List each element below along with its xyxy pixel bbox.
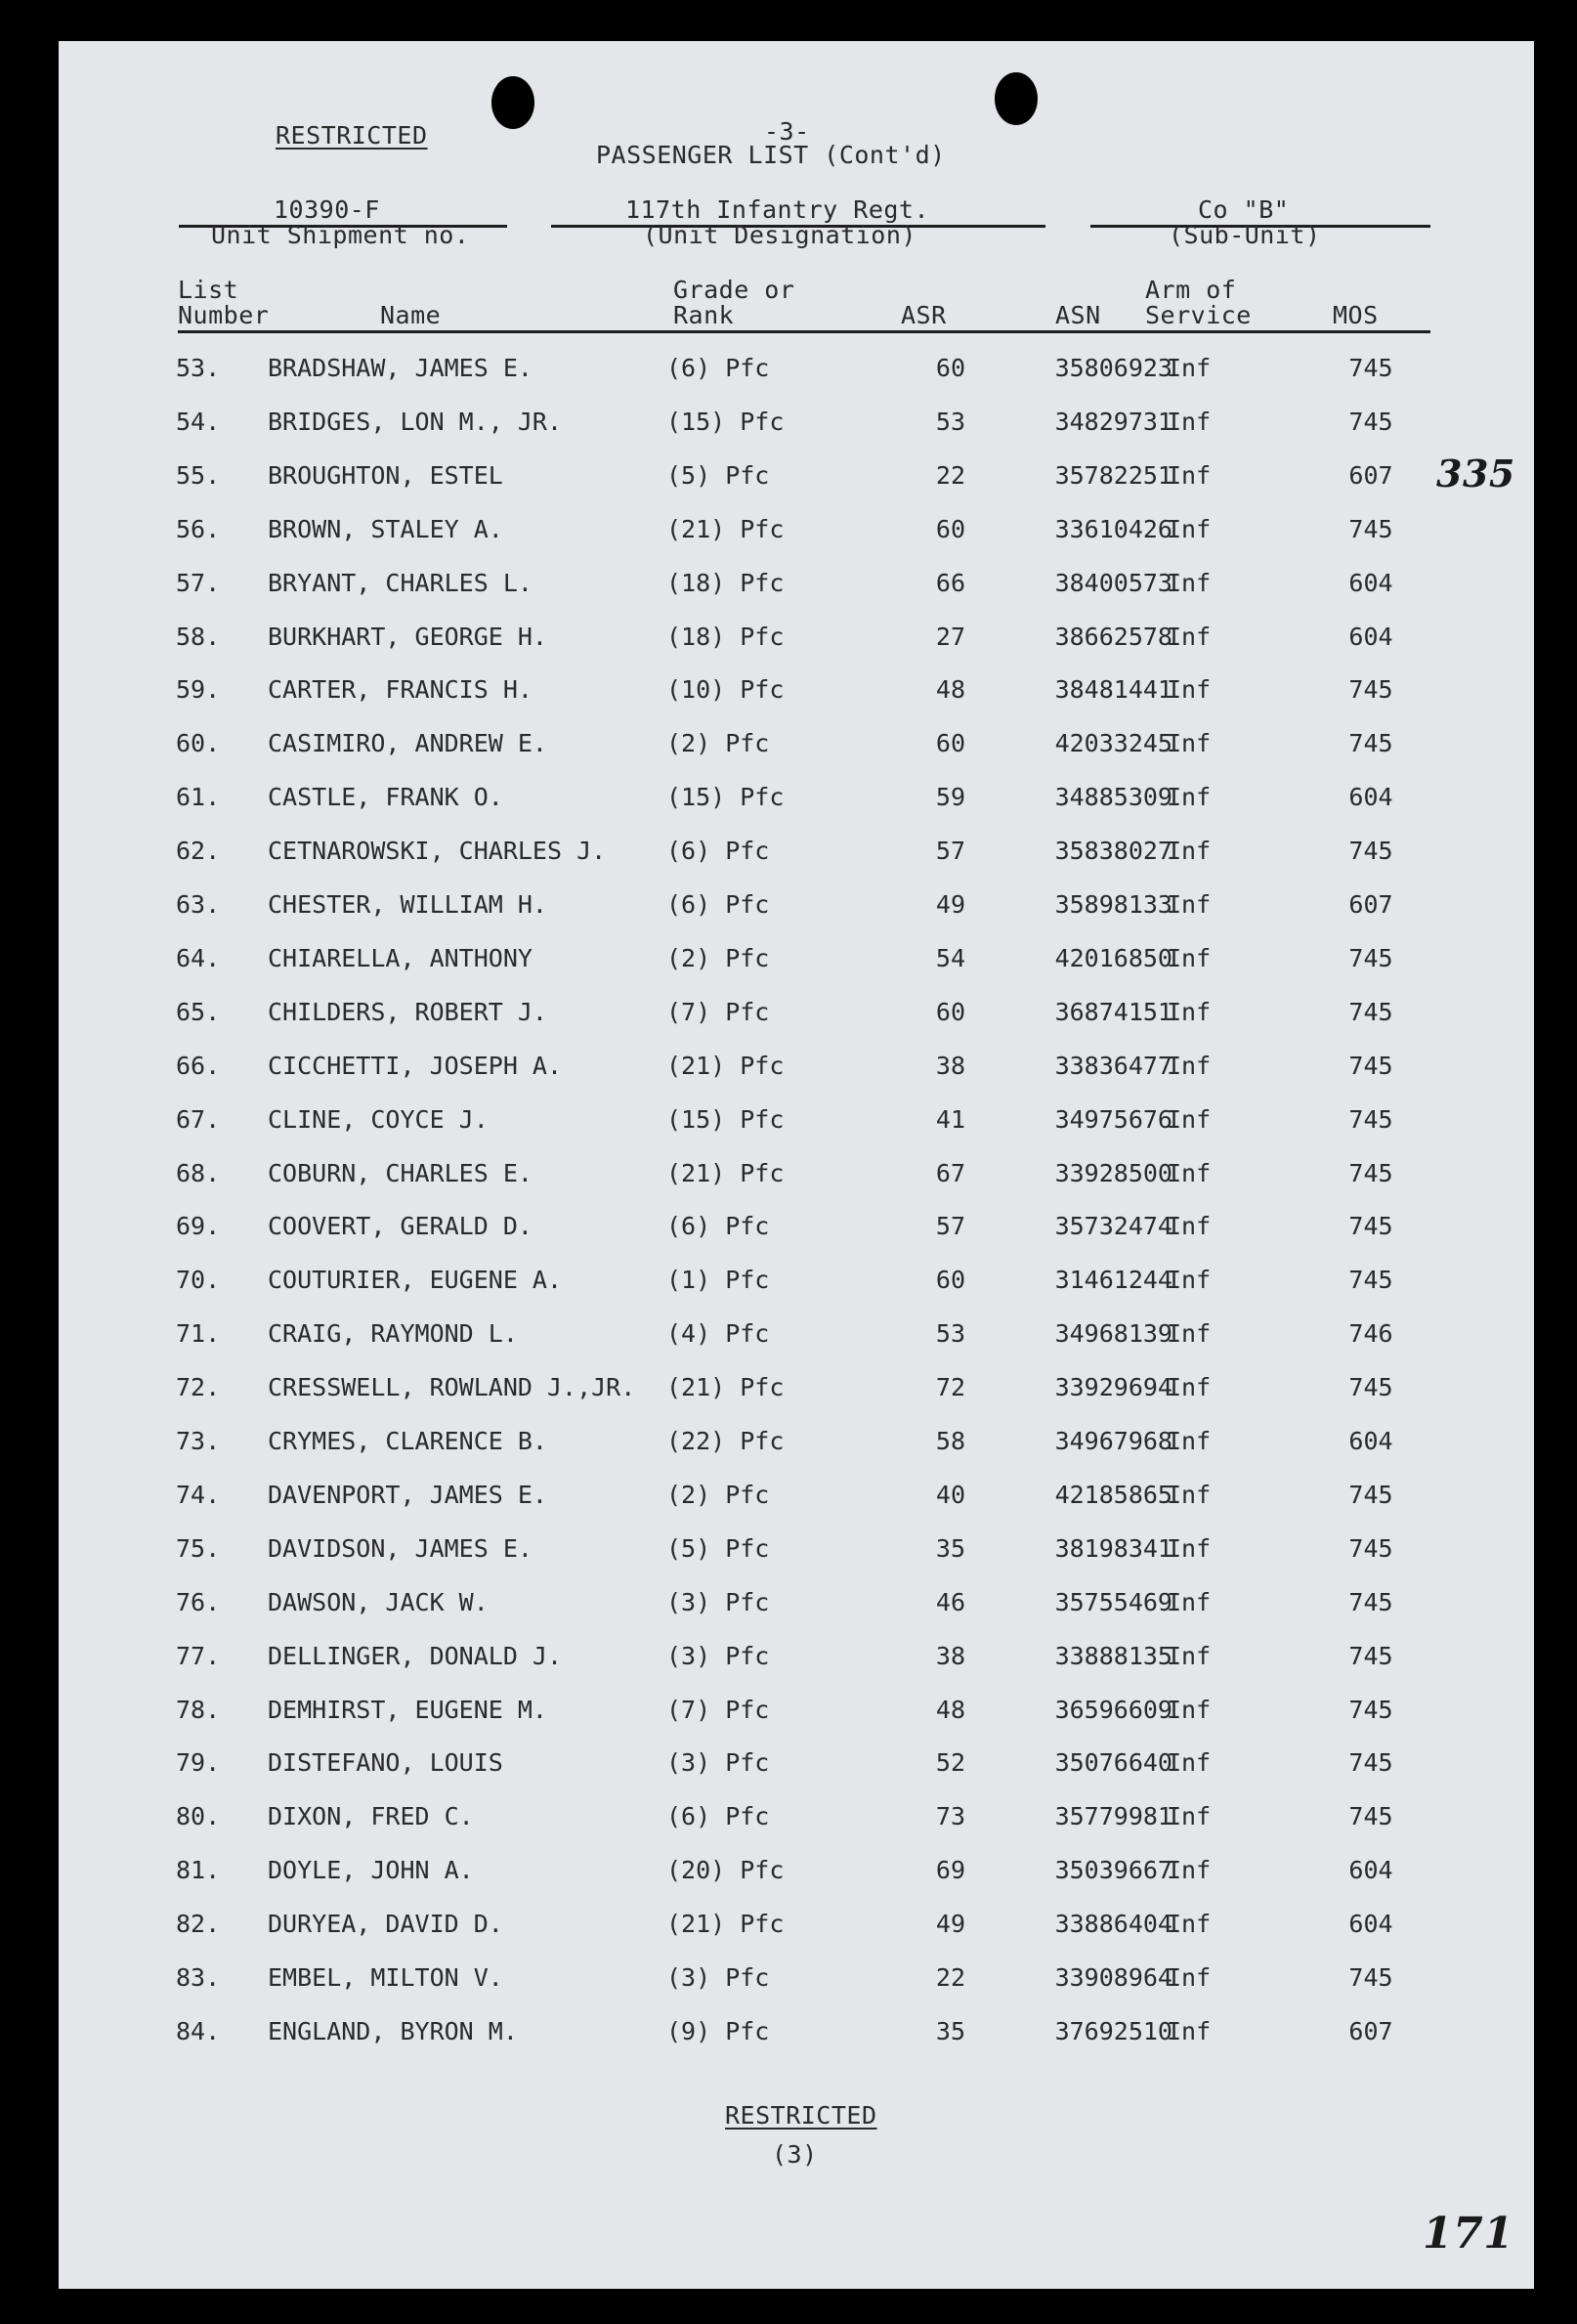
cell-asn: 34885309 xyxy=(1054,783,1172,812)
cell-name: DELLINGER, DONALD J. xyxy=(268,1641,563,1670)
cell-asn: 33836477 xyxy=(1054,1051,1172,1080)
cell-asn: 33908964 xyxy=(1054,1963,1172,1992)
cell-arm-of-service: Inf xyxy=(1167,514,1212,543)
cell-arm-of-service: Inf xyxy=(1167,890,1212,919)
cell-grade: (9) Pfc xyxy=(666,2016,770,2045)
cell-mos: 745 xyxy=(1348,1963,1393,1992)
cell-grade: (6) Pfc xyxy=(666,354,770,382)
cell-list-number: 63. xyxy=(176,890,221,919)
cell-grade: (3) Pfc xyxy=(666,1641,770,1670)
cell-grade: (3) Pfc xyxy=(666,1587,770,1616)
cell-asr: 40 xyxy=(935,1480,965,1509)
unit-shipment-label: Unit Shipment no. xyxy=(211,221,470,249)
cell-arm-of-service: Inf xyxy=(1167,1319,1212,1349)
cell-mos: 745 xyxy=(1348,997,1393,1026)
cell-grade: (15) Pfc xyxy=(666,783,785,812)
table-row xyxy=(59,1748,1534,1787)
cell-asn: 33928500 xyxy=(1054,1158,1172,1187)
cell-asn: 33888135 xyxy=(1054,1641,1172,1670)
punch-hole xyxy=(491,76,534,129)
cell-mos: 745 xyxy=(1348,407,1393,436)
cell-asn: 36874151 xyxy=(1054,997,1172,1026)
document-page xyxy=(59,41,1534,2289)
cell-list-number: 82. xyxy=(176,1910,221,1939)
cell-grade: (2) Pfc xyxy=(666,1480,770,1509)
cell-asr: 73 xyxy=(935,1802,965,1831)
col-grade: Grade or xyxy=(673,276,795,304)
cell-mos: 745 xyxy=(1348,1373,1393,1402)
table-row xyxy=(59,1534,1534,1573)
cell-grade: (6) Pfc xyxy=(666,837,770,866)
cell-mos: 604 xyxy=(1348,1427,1393,1455)
cell-asr: 60 xyxy=(935,514,965,543)
cell-mos: 745 xyxy=(1348,837,1393,866)
cell-arm-of-service: Inf xyxy=(1167,1910,1212,1939)
table-row xyxy=(59,461,1534,500)
cell-mos: 745 xyxy=(1348,1587,1393,1616)
table-row xyxy=(59,1266,1534,1305)
cell-list-number: 57. xyxy=(176,568,221,597)
cell-asr: 58 xyxy=(935,1427,965,1455)
cell-grade: (3) Pfc xyxy=(666,1963,770,1992)
col-list-number: List xyxy=(178,276,239,304)
cell-list-number: 77. xyxy=(176,1641,221,1670)
cell-list-number: 72. xyxy=(176,1373,221,1402)
cell-asn: 35838027 xyxy=(1054,837,1172,866)
cell-asn: 33929694 xyxy=(1054,1373,1172,1402)
cell-mos: 604 xyxy=(1348,622,1393,651)
cell-name: DURYEA, DAVID D. xyxy=(268,1910,503,1939)
cell-asr: 60 xyxy=(935,729,965,758)
cell-arm-of-service: Inf xyxy=(1167,622,1212,651)
col-asn: ASN xyxy=(1055,301,1101,329)
table-row xyxy=(59,1212,1534,1251)
table-row xyxy=(59,1052,1534,1091)
cell-arm-of-service: Inf xyxy=(1167,997,1212,1026)
col-grade: Rank xyxy=(673,301,735,329)
cell-asr: 22 xyxy=(935,1963,965,1992)
cell-list-number: 73. xyxy=(176,1427,221,1455)
cell-name: DOYLE, JOHN A. xyxy=(268,1856,474,1885)
cell-grade: (21) Pfc xyxy=(666,514,785,543)
cell-grade: (15) Pfc xyxy=(666,407,785,436)
cell-asr: 35 xyxy=(935,2016,965,2045)
cell-list-number: 65. xyxy=(176,997,221,1026)
cell-asn: 37692510 xyxy=(1054,2016,1172,2045)
cell-name: ENGLAND, BYRON M. xyxy=(268,2016,518,2045)
margin-number: 335 xyxy=(1436,452,1515,495)
unit-designation-value: 117th Infantry Regt. xyxy=(625,195,930,224)
cell-name: CRYMES, CLARENCE B. xyxy=(268,1427,547,1455)
cell-asr: 38 xyxy=(935,1641,965,1670)
cell-grade: (22) Pfc xyxy=(666,1427,785,1455)
punch-hole xyxy=(995,72,1038,125)
cell-name: CHIARELLA, ANTHONY xyxy=(268,943,533,972)
cell-grade: (21) Pfc xyxy=(666,1051,785,1080)
cell-name: DEMHIRST, EUGENE M. xyxy=(268,1695,547,1724)
cell-asn: 33886404 xyxy=(1054,1910,1172,1939)
table-row xyxy=(59,1481,1534,1520)
sub-unit-label: (Sub-Unit) xyxy=(1169,221,1321,249)
table-row xyxy=(59,623,1534,662)
cell-asn: 38481441 xyxy=(1054,675,1172,705)
cell-mos: 746 xyxy=(1348,1319,1393,1349)
cell-name: COOVERT, GERALD D. xyxy=(268,1212,533,1241)
cell-asr: 72 xyxy=(935,1373,965,1402)
cell-name: DIXON, FRED C. xyxy=(268,1802,474,1831)
cell-asr: 66 xyxy=(935,568,965,597)
cell-grade: (3) Pfc xyxy=(666,1748,770,1778)
cell-list-number: 67. xyxy=(176,1104,221,1134)
cell-name: CARTER, FRANCIS H. xyxy=(268,675,533,705)
cell-list-number: 69. xyxy=(176,1212,221,1241)
table-row xyxy=(59,1856,1534,1895)
cell-arm-of-service: Inf xyxy=(1167,1480,1212,1509)
cell-list-number: 71. xyxy=(176,1319,221,1349)
cell-grade: (21) Pfc xyxy=(666,1910,785,1939)
table-row xyxy=(59,1427,1534,1466)
restricted-footer: RESTRICTED xyxy=(725,2101,877,2130)
cell-grade: (15) Pfc xyxy=(666,1104,785,1134)
cell-arm-of-service: Inf xyxy=(1167,943,1212,972)
table-row xyxy=(59,1373,1534,1412)
cell-asn: 42033245 xyxy=(1054,729,1172,758)
cell-list-number: 81. xyxy=(176,1856,221,1885)
col-name: Name xyxy=(380,301,442,329)
cell-arm-of-service: Inf xyxy=(1167,1051,1212,1080)
cell-name: DAVENPORT, JAMES E. xyxy=(268,1480,547,1509)
cell-name: CASTLE, FRANK O. xyxy=(268,783,503,812)
cell-name: CRESSWELL, ROWLAND J.,JR. xyxy=(268,1373,636,1402)
cell-asn: 35755469 xyxy=(1054,1587,1172,1616)
cell-grade: (7) Pfc xyxy=(666,1695,770,1724)
cell-list-number: 78. xyxy=(176,1695,221,1724)
table-row xyxy=(59,675,1534,714)
cell-asn: 35076640 xyxy=(1054,1748,1172,1778)
cell-mos: 604 xyxy=(1348,783,1393,812)
cell-list-number: 58. xyxy=(176,622,221,651)
cell-arm-of-service: Inf xyxy=(1167,675,1212,705)
cell-asr: 52 xyxy=(935,1748,965,1778)
cell-name: CICCHETTI, JOSEPH A. xyxy=(268,1051,563,1080)
cell-mos: 745 xyxy=(1348,1802,1393,1831)
cell-arm-of-service: Inf xyxy=(1167,1533,1212,1563)
cell-grade: (21) Pfc xyxy=(666,1373,785,1402)
cell-grade: (5) Pfc xyxy=(666,460,770,490)
cell-asn: 38662578 xyxy=(1054,622,1172,651)
cell-mos: 745 xyxy=(1348,1480,1393,1509)
cell-asn: 38400573 xyxy=(1054,568,1172,597)
table-row xyxy=(59,354,1534,393)
cell-grade: (18) Pfc xyxy=(666,568,785,597)
cell-arm-of-service: Inf xyxy=(1167,354,1212,382)
cell-asn: 38198341 xyxy=(1054,1533,1172,1563)
cell-asn: 34975676 xyxy=(1054,1104,1172,1134)
cell-mos: 607 xyxy=(1348,460,1393,490)
cell-list-number: 68. xyxy=(176,1158,221,1187)
cell-asn: 35779981 xyxy=(1054,1802,1172,1831)
cell-list-number: 56. xyxy=(176,514,221,543)
table-row xyxy=(59,1105,1534,1144)
table-row xyxy=(59,890,1534,929)
cell-arm-of-service: Inf xyxy=(1167,837,1212,866)
cell-asn: 34829731 xyxy=(1054,407,1172,436)
cell-mos: 745 xyxy=(1348,1641,1393,1670)
cell-asn: 34968139 xyxy=(1054,1319,1172,1349)
cell-name: COUTURIER, EUGENE A. xyxy=(268,1266,563,1295)
cell-asn: 35898133 xyxy=(1054,890,1172,919)
cell-asn: 35806923 xyxy=(1054,354,1172,382)
cell-asn: 35782251 xyxy=(1054,460,1172,490)
col-list-number: Number xyxy=(178,301,270,329)
cell-arm-of-service: Inf xyxy=(1167,1212,1212,1241)
table-row xyxy=(59,569,1534,608)
cell-asn: 31461244 xyxy=(1054,1266,1172,1295)
page-marker: -3- xyxy=(764,117,810,146)
cell-mos: 745 xyxy=(1348,1158,1393,1187)
cell-mos: 745 xyxy=(1348,1051,1393,1080)
table-row xyxy=(59,408,1534,447)
cell-arm-of-service: Inf xyxy=(1167,729,1212,758)
cell-arm-of-service: Inf xyxy=(1167,2016,1212,2045)
cell-mos: 604 xyxy=(1348,1910,1393,1939)
cell-asr: 60 xyxy=(935,1266,965,1295)
page-number: (3) xyxy=(772,2140,818,2169)
cell-grade: (6) Pfc xyxy=(666,1212,770,1241)
cell-name: CHESTER, WILLIAM H. xyxy=(268,890,547,919)
cell-asn: 42185865 xyxy=(1054,1480,1172,1509)
cell-list-number: 62. xyxy=(176,837,221,866)
table-row xyxy=(59,1642,1534,1681)
cell-asr: 38 xyxy=(935,1051,965,1080)
cell-mos: 745 xyxy=(1348,943,1393,972)
cell-arm-of-service: Inf xyxy=(1167,1427,1212,1455)
table-row xyxy=(59,944,1534,983)
cell-mos: 745 xyxy=(1348,675,1393,705)
cell-grade: (1) Pfc xyxy=(666,1266,770,1295)
cell-mos: 607 xyxy=(1348,2016,1393,2045)
cell-asr: 48 xyxy=(935,1695,965,1724)
cell-mos: 745 xyxy=(1348,514,1393,543)
cell-grade: (6) Pfc xyxy=(666,890,770,919)
cell-asn: 34967968 xyxy=(1054,1427,1172,1455)
cell-grade: (2) Pfc xyxy=(666,729,770,758)
table-row xyxy=(59,1963,1534,2002)
header-rule xyxy=(178,330,1430,333)
cell-arm-of-service: Inf xyxy=(1167,460,1212,490)
cell-name: BROWN, STALEY A. xyxy=(268,514,503,543)
table-row xyxy=(59,1159,1534,1198)
table-row xyxy=(59,998,1534,1037)
col-arm: Service xyxy=(1145,301,1252,329)
cell-grade: (18) Pfc xyxy=(666,622,785,651)
cell-asr: 53 xyxy=(935,1319,965,1349)
table-row xyxy=(59,783,1534,822)
cell-arm-of-service: Inf xyxy=(1167,1963,1212,1992)
cell-arm-of-service: Inf xyxy=(1167,1802,1212,1831)
cell-list-number: 74. xyxy=(176,1480,221,1509)
col-mos: MOS xyxy=(1333,301,1379,329)
cell-arm-of-service: Inf xyxy=(1167,1641,1212,1670)
table-row xyxy=(59,837,1534,876)
table-row xyxy=(59,2017,1534,2056)
cell-grade: (10) Pfc xyxy=(666,675,785,705)
cell-arm-of-service: Inf xyxy=(1167,1748,1212,1778)
table-row xyxy=(59,729,1534,768)
cell-mos: 745 xyxy=(1348,729,1393,758)
cell-arm-of-service: Inf xyxy=(1167,783,1212,812)
cell-name: CASIMIRO, ANDREW E. xyxy=(268,729,547,758)
cell-asr: 54 xyxy=(935,943,965,972)
cell-list-number: 54. xyxy=(176,407,221,436)
cell-name: CRAIG, RAYMOND L. xyxy=(268,1319,518,1349)
cell-asr: 60 xyxy=(935,997,965,1026)
cell-name: CETNAROWSKI, CHARLES J. xyxy=(268,837,607,866)
col-asr: ASR xyxy=(901,301,947,329)
cell-list-number: 55. xyxy=(176,460,221,490)
table-row xyxy=(59,515,1534,554)
cell-asr: 53 xyxy=(935,407,965,436)
cell-asr: 48 xyxy=(935,675,965,705)
col-arm: Arm of xyxy=(1145,276,1237,304)
cell-asn: 35039667 xyxy=(1054,1856,1172,1885)
cell-mos: 745 xyxy=(1348,354,1393,382)
table-row xyxy=(59,1319,1534,1358)
cell-asn: 35732474 xyxy=(1054,1212,1172,1241)
cell-asn: 33610426 xyxy=(1054,514,1172,543)
cell-grade: (2) Pfc xyxy=(666,943,770,972)
cell-name: DAWSON, JACK W. xyxy=(268,1587,489,1616)
cell-mos: 745 xyxy=(1348,1695,1393,1724)
cell-asn: 42016850 xyxy=(1054,943,1172,972)
cell-mos: 745 xyxy=(1348,1533,1393,1563)
cell-asn: 36596609 xyxy=(1054,1695,1172,1724)
cell-list-number: 76. xyxy=(176,1587,221,1616)
cell-name: BROUGHTON, ESTEL xyxy=(268,460,503,490)
sub-unit-value: Co "B" xyxy=(1198,195,1290,224)
table-row xyxy=(59,1696,1534,1735)
cell-list-number: 83. xyxy=(176,1963,221,1992)
cell-asr: 57 xyxy=(935,837,965,866)
cell-name: BURKHART, GEORGE H. xyxy=(268,622,547,651)
cell-grade: (5) Pfc xyxy=(666,1533,770,1563)
cell-asr: 57 xyxy=(935,1212,965,1241)
unit-shipment-value: 10390-F xyxy=(274,195,380,224)
cell-arm-of-service: Inf xyxy=(1167,568,1212,597)
cell-asr: 59 xyxy=(935,783,965,812)
cell-asr: 41 xyxy=(935,1104,965,1134)
cell-arm-of-service: Inf xyxy=(1167,1266,1212,1295)
cell-list-number: 84. xyxy=(176,2016,221,2045)
cell-asr: 69 xyxy=(935,1856,965,1885)
cell-grade: (20) Pfc xyxy=(666,1856,785,1885)
cell-name: EMBEL, MILTON V. xyxy=(268,1963,503,1992)
cell-asr: 35 xyxy=(935,1533,965,1563)
page-title: PASSENGER LIST (Cont'd) xyxy=(596,141,946,169)
cell-name: BRADSHAW, JAMES E. xyxy=(268,354,533,382)
cell-list-number: 61. xyxy=(176,783,221,812)
cell-list-number: 75. xyxy=(176,1533,221,1563)
cell-mos: 745 xyxy=(1348,1266,1393,1295)
cell-grade: (6) Pfc xyxy=(666,1802,770,1831)
cell-asr: 49 xyxy=(935,1910,965,1939)
cell-arm-of-service: Inf xyxy=(1167,1104,1212,1134)
cell-list-number: 79. xyxy=(176,1748,221,1778)
cell-asr: 60 xyxy=(935,354,965,382)
cell-mos: 604 xyxy=(1348,568,1393,597)
cell-list-number: 53. xyxy=(176,354,221,382)
cell-mos: 745 xyxy=(1348,1104,1393,1134)
handwritten-page-number: 171 xyxy=(1423,2209,1514,2259)
cell-arm-of-service: Inf xyxy=(1167,1856,1212,1885)
cell-asr: 49 xyxy=(935,890,965,919)
cell-asr: 22 xyxy=(935,460,965,490)
cell-mos: 604 xyxy=(1348,1856,1393,1885)
cell-asr: 46 xyxy=(935,1587,965,1616)
table-row xyxy=(59,1802,1534,1841)
table-row xyxy=(59,1910,1534,1949)
cell-grade: (7) Pfc xyxy=(666,997,770,1026)
cell-list-number: 66. xyxy=(176,1051,221,1080)
cell-arm-of-service: Inf xyxy=(1167,1373,1212,1402)
cell-name: BRIDGES, LON M., JR. xyxy=(268,407,563,436)
cell-grade: (4) Pfc xyxy=(666,1319,770,1349)
cell-name: CHILDERS, ROBERT J. xyxy=(268,997,547,1026)
cell-arm-of-service: Inf xyxy=(1167,1587,1212,1616)
cell-list-number: 80. xyxy=(176,1802,221,1831)
cell-list-number: 64. xyxy=(176,943,221,972)
cell-list-number: 60. xyxy=(176,729,221,758)
cell-name: DAVIDSON, JAMES E. xyxy=(268,1533,533,1563)
cell-name: DISTEFANO, LOUIS xyxy=(268,1748,503,1778)
cell-name: COBURN, CHARLES E. xyxy=(268,1158,533,1187)
unit-designation-label: (Unit Designation) xyxy=(643,221,916,249)
cell-arm-of-service: Inf xyxy=(1167,1695,1212,1724)
cell-arm-of-service: Inf xyxy=(1167,1158,1212,1187)
cell-name: CLINE, COYCE J. xyxy=(268,1104,489,1134)
cell-arm-of-service: Inf xyxy=(1167,407,1212,436)
cell-asr: 67 xyxy=(935,1158,965,1187)
cell-list-number: 70. xyxy=(176,1266,221,1295)
table-row xyxy=(59,1588,1534,1627)
cell-grade: (21) Pfc xyxy=(666,1158,785,1187)
cell-mos: 607 xyxy=(1348,890,1393,919)
cell-mos: 745 xyxy=(1348,1212,1393,1241)
cell-asr: 27 xyxy=(935,622,965,651)
cell-name: BRYANT, CHARLES L. xyxy=(268,568,533,597)
cell-list-number: 59. xyxy=(176,675,221,705)
cell-mos: 745 xyxy=(1348,1748,1393,1778)
restricted-header: RESTRICTED xyxy=(276,121,428,150)
